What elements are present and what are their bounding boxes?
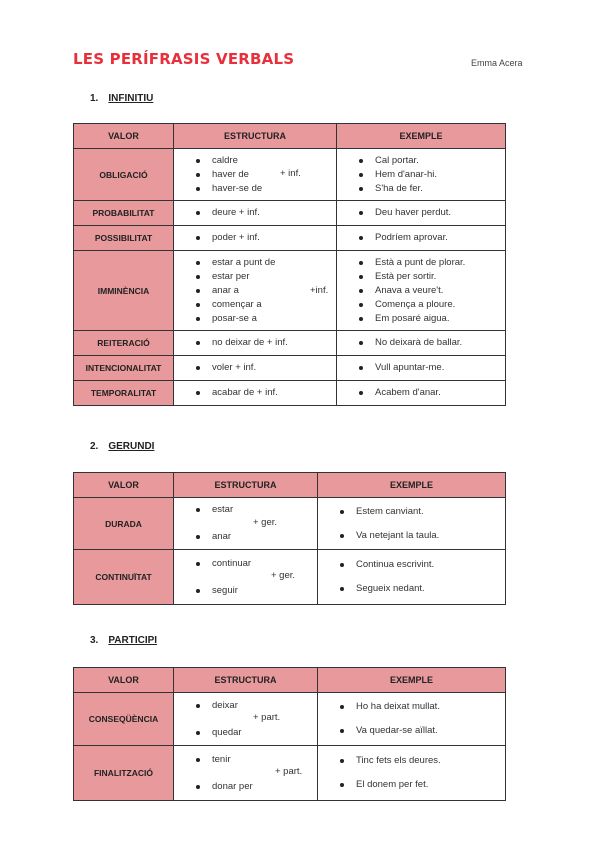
column-header-valor: VALOR <box>74 473 174 498</box>
list-item: continuar <box>212 557 317 571</box>
structure-suffix: + ger. <box>253 517 278 528</box>
valor-cell: PROBABILITAT <box>74 201 174 226</box>
exemple-cell <box>337 356 506 381</box>
list-item: voler + inf. <box>212 361 336 375</box>
list-item: Tinc fets els deures. <box>356 754 505 768</box>
section-number: 1. <box>90 93 99 104</box>
table-row <box>74 356 506 381</box>
infinitiu-table <box>73 123 506 406</box>
list-item: Podríem aprovar. <box>375 231 505 245</box>
list-item: acabar de + inf. <box>212 386 336 400</box>
page-title: LES PERÍFRASIS VERBALS <box>73 50 295 68</box>
list-item: Anava a veure't. <box>375 284 505 298</box>
estructura-cell <box>174 226 337 251</box>
list-item: seguir <box>212 584 317 598</box>
gerundi-table <box>73 472 506 605</box>
exemple-cell <box>318 498 506 550</box>
structure-suffix: + part. <box>275 766 303 777</box>
list-item: tenir <box>212 753 317 767</box>
table-header-row <box>74 124 506 149</box>
list-item: poder + inf. <box>212 231 336 245</box>
table-row <box>74 149 506 201</box>
valor-cell: POSSIBILITAT <box>74 226 174 251</box>
section-heading-gerundi <box>90 441 154 452</box>
table-row <box>74 550 506 605</box>
valor-cell: IMMINÈNCIA <box>74 251 174 331</box>
valor-cell: FINALITZACIÓ <box>74 746 174 801</box>
section-number: 3. <box>90 635 99 646</box>
list-item: Hem d'anar-hi. <box>375 168 505 182</box>
section-heading-infinitiu <box>90 93 153 104</box>
estructura-cell <box>174 550 318 605</box>
list-item: Segueix nedant. <box>356 582 505 596</box>
estructura-cell <box>174 693 318 746</box>
list-item: donar per <box>212 780 317 794</box>
estructura-cell <box>174 331 337 356</box>
exemple-cell <box>337 149 506 201</box>
list-item: quedar <box>212 726 317 740</box>
list-item: estar <box>212 503 317 517</box>
list-item: Continua escrivint. <box>356 558 505 572</box>
exemple-cell <box>318 746 506 801</box>
column-header-valor: VALOR <box>74 124 174 149</box>
list-item: posar-se a <box>212 312 336 326</box>
list-item: deure + inf. <box>212 206 336 220</box>
list-item: haver de <box>212 168 336 182</box>
table-row <box>74 693 506 746</box>
exemple-cell <box>337 226 506 251</box>
list-item: deixar <box>212 699 317 713</box>
list-item: No deixarà de ballar. <box>375 336 505 350</box>
structure-suffix: + part. <box>253 712 281 723</box>
author-name: Emma Acera <box>471 58 523 68</box>
estructura-cell <box>174 746 318 801</box>
list-item: Va quedar-se aïllat. <box>356 724 505 738</box>
estructura-cell <box>174 498 318 550</box>
table-row <box>74 226 506 251</box>
structure-suffix: + inf. <box>280 168 301 179</box>
estructura-cell <box>174 149 337 201</box>
list-item: Vull apuntar-me. <box>375 361 505 375</box>
table-row <box>74 381 506 406</box>
valor-cell: OBLIGACIÓ <box>74 149 174 201</box>
list-item: Estem canviant. <box>356 505 505 519</box>
column-header-estructura: ESTRUCTURA <box>174 124 337 149</box>
participi-table <box>73 667 506 801</box>
list-item: Està per sortir. <box>375 270 505 284</box>
column-header-exemple: EXEMPLE <box>318 668 506 693</box>
table-row <box>74 498 506 550</box>
exemple-cell <box>337 201 506 226</box>
estructura-cell <box>174 381 337 406</box>
section-label: INFINITIU <box>108 93 154 104</box>
exemple-cell <box>318 693 506 746</box>
list-item: començar a <box>212 298 336 312</box>
exemple-cell <box>318 550 506 605</box>
section-number: 2. <box>90 441 99 452</box>
section-label: PARTICIPI <box>108 635 158 646</box>
column-header-estructura: ESTRUCTURA <box>174 473 318 498</box>
table-header-row <box>74 668 506 693</box>
table-row <box>74 746 506 801</box>
list-item: no deixar de + inf. <box>212 336 336 350</box>
valor-cell: TEMPORALITAT <box>74 381 174 406</box>
list-item: Acabem d'anar. <box>375 386 505 400</box>
list-item: Ho ha deixat mullat. <box>356 700 505 714</box>
list-item: Comença a ploure. <box>375 298 505 312</box>
exemple-cell <box>337 331 506 356</box>
list-item: Em posaré aigua. <box>375 312 505 326</box>
exemple-cell <box>337 251 506 331</box>
column-header-estructura: ESTRUCTURA <box>174 668 318 693</box>
estructura-cell <box>174 356 337 381</box>
column-header-exemple: EXEMPLE <box>318 473 506 498</box>
list-item: estar a punt de <box>212 256 336 270</box>
list-item: caldre <box>212 154 336 168</box>
list-item: haver-se de <box>212 182 336 196</box>
column-header-valor: VALOR <box>74 668 174 693</box>
list-item: estar per <box>212 270 336 284</box>
valor-cell: REITERACIÓ <box>74 331 174 356</box>
list-item: Deu haver perdut. <box>375 206 505 220</box>
list-item: anar a <box>212 284 336 298</box>
estructura-cell <box>174 201 337 226</box>
column-header-exemple: EXEMPLE <box>337 124 506 149</box>
table-header-row <box>74 473 506 498</box>
valor-cell: DURADA <box>74 498 174 550</box>
list-item: El donem per fet. <box>356 778 505 792</box>
structure-suffix: + ger. <box>271 570 296 581</box>
exemple-cell <box>337 381 506 406</box>
valor-cell: CONSEQÜÈNCIA <box>74 693 174 746</box>
list-item: Va netejant la taula. <box>356 529 505 543</box>
section-label: GERUNDI <box>108 441 155 452</box>
table-row <box>74 251 506 331</box>
table-row <box>74 201 506 226</box>
valor-cell: INTENCIONALITAT <box>74 356 174 381</box>
list-item: Està a punt de plorar. <box>375 256 505 270</box>
list-item: S'ha de fer. <box>375 182 505 196</box>
structure-suffix: +inf. <box>310 285 329 296</box>
valor-cell: CONTINUÏTAT <box>74 550 174 605</box>
estructura-cell <box>174 251 337 331</box>
list-item: anar <box>212 530 317 544</box>
section-heading-participi <box>90 635 157 646</box>
table-row <box>74 331 506 356</box>
list-item: Cal portar. <box>375 154 505 168</box>
